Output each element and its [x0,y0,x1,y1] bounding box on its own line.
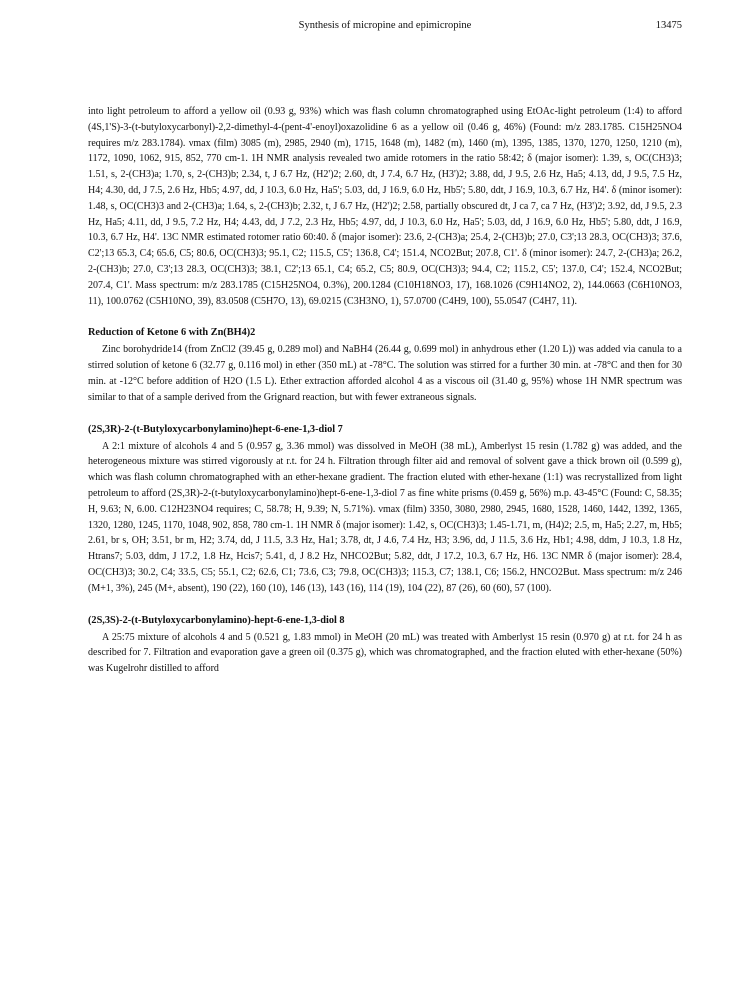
paragraph-reduction: Zinc borohydride14 (from ZnCl2 (39.45 g, 0.289 mol) and NaBH4 (26.44 g, 0.699 mol) in anhydrous ether (1.20 L)) was added via canula to a stirred solution of ketone 6 (32.77 g, 0.116 mol) in ether (350 mL) at -78°C. The solution was stirred for a further 30 min. at -78°C and then for 30 min. at -12°C before addition of H2O (1.5 L). Ether extraction afforded alcohol 4 as a viscous oil (31.40 g, 95%) whose 1H NMR spectrum was similar to that of a sample derived from the Grignard reaction, but with fewer extraneous signals. [88,344,682,403]
running-title: Synthesis of micropine and epimicropine [298,20,472,31]
paragraph-diol-8: A 25:75 mixture of alcohols 4 and 5 (0.521 g, 1.83 mmol) in MeOH (20 mL) was treated with Amberlyst 15 resin (0.970 g) at r.t. for 24 h as described for 7. Filtration and evaporation gave a green oil (0.375 g), which was chromatographed, and the fraction eluted with ether-hexane (50%) was Kugelrohr distilled to afford [88,631,682,675]
article-body [88,104,682,677]
paragraph-diol-7: A 2:1 mixture of alcohols 4 and 5 (0.957 g, 3.36 mmol) was dissolved in MeOH (38 mL), Amberlyst 15 resin (1.782 g) was added, and the heterogeneous mixture was stirred vigorously at r.t. for 24 h. Filtration through filter aid and removal of solvent gave a thick brown oil (0.599 g), which was flash column chromatographed with an ether-hexane gradient. The fraction eluted with ether-hexane (1:1) was recrystallized from light petroleum to afford (2S,3R)-2-(t-butyloxycarbonylamino)hept-6-ene-1,3-diol 7 as fine white prisms (0.459 g, 56%) m.p. 43-45°C (Found: C, 58.35; H, 9.63; N, 6.00. C12H23NO4 requires; C, 58.78; H, 9.39; N, 5.71%). νmax (film) 3350, 3080, 2980, 2945, 1680, 1528, 1460, 1442, 1392, 1365, 1320, 1280, 1245, 1170, 1048, 902, 858, 780 cm-1. 1H NMR δ (major isomer): 1.42, s, OC(CH3)3; 1.45-1.71, m, (H4)2; 2.5, m, Ha5; 2.27, m, Hb5; 2.61, br s, OH; 3.51, br m, H2; 3.74, dd, J 11.5, 3.3 Hz, Ha1; 3.78, dt, J 4.6, 7.4 Hz, H3; 3.96, dd, J 11.5, 3.6 Hz, Hb1; 4.98, ddm, J 10.3, 1.8 Hz, Htrans7; 5.03, ddm, J 17.2, 1.8 Hz, Hcis7; 5.41, d, J 8.2 Hz, NHCO2But; 5.82, ddt, J 17.2, 10.3, 6.7 Hz, H6. 13C NMR δ (major isomer): 28.4, OC(CH3)3; 30.2, C4; 33.5, C5; 55.1, C2; 62.6, C1; 73.6, C3; 79.8, OC(CH3)3; 115.3, C7; 138.1, C6; 156.2, HNCO2But. Mass spectrum: m/z 246 (M+1, 3%), 245 (M+, absent), 190 (22), 160 (10), 146 (13), 143 (16), 114 (19), 104 (22), 87 (26), 60 (60), 57 (100). [88,440,682,594]
paragraph-ketone-6-characterization: into light petroleum to afford a yellow oil (0.93 g, 93%) which was flash column chromatographed using EtOAc-light petroleum (1:4) to afford (4S,1'S)-3-(t-butyloxycarbonyl)-2,2-dimethyl-4-(pent-4'-enoyl)oxazolidine 6 as a yellow oil (0.46 g, 46%) (Found: m/z 283.1785. C15H25NO4 requires m/z 283.1784). νmax (film) 3085 (m), 2985, 2940 (m), 1715, 1648 (m), 1482 (m), 1460 (m), 1395, 1385, 1370, 1270, 1250, 1210 (m), 1172, 1090, 1062, 915, 852, 770 cm-1. 1H NMR analysis revealed two amide rotomers in the ratio 58:42; δ (major isomer): 1.39, s, OC(CH3)3; 1.51, s, 2-(CH3)a; 1.70, s, 2-(CH3)b; 2.34, t, J 6.7 Hz, (H2')2; 2.60, dt, J 7.4, 6.7 Hz, (H3')2; 3.88, dd, J 9.5, 2.6 Hz, Ha5; 4.13, dd, J 9.5, 7.5 Hz, H4; 4.30, dd, J 7.5, 2.6 Hz, Hb5; 4.97, dd, J 10.3, 6.0 Hz, Ha5'; 5.03, dd, J 16.9, 6.0 Hz, Hb5'; 5.80, ddt, J 16.9, 10.3, 6.7 Hz, H4'. δ (minor isomer): 1.48, s, OC(CH3)3 and 2-(CH3)a; 1.64, s, 2-(CH3)b; 2.32, t, J 6.7 Hz, (H2')2; 2.58, partially obscured dt, J ca 7, ca 7 Hz, (H3')2; 3.92, dd, J 9.5, 2.3 Hz, Ha5; 4.11, dd, J 9.5, 7.2 Hz, H4; 4.43, dd, J 7.2, 2.3 Hz, Hb5; 4.97, dd, J 10.3, 6.0 Hz, Ha5'; 5.03, dd, J 16.9, 6.0 Hz, Hb5'; 5.80, ddt, J 16.9, 10.3, 6.7 Hz, H4'. 13C NMR estimated rotomer ratio 60:40. δ (major isomer): 23.6, 2-(CH3)a; 25.4, 2-(CH3)b; 27.0, C3';13 28.3, OC(CH3)3; 37.6, C2';13 65.3, C4; 65.6, C5; 80.6, OC(CH3)3; 95.1, C2; 115.5, C5'; 136.8, C4'; 151.4, NCO2But; 207.8, C1'. δ (minor isomer): 24.7, 2-(CH3)a; 26.2, 2-(CH3)b; 27.0, C3';13 28.3, OC(CH3)3; 38.1, C2';13 65.1, C4; 65.2, C5; 80.9, OC(CH3)3; 94.4, C2; 115.2, C5'; 137.0, C4'; 152.4, NCO2But; 207.4, C1'. Mass spectrum: m/z 283.1785 (C15H25NO4, 0.3%), 200.1284 (C10H18NO3, 17), 168.1026 (C9H14NO2, 2), 144.0663 (C6H10NO3, 11), 100.0762 (C5H10NO, 39), 83.0508 (C5H7O, 13), 69.0215 (C3H3NO, 1), 57.0700 (C4H9, 100), 55.0547 (C4H7, 11). [88,106,683,307]
section-heading-reduction: Reduction of Ketone 6 with Zn(BH4)2 [88,327,256,339]
section-heading-diol-8: (2S,3S)-2-(t-Butyloxycarbonylamino)-hept-6-ene-1,3-diol 8 [88,614,345,626]
page-header [88,20,682,36]
section-heading-diol-7: (2S,3R)-2-(t-Butyloxycarbonylamino)hept-6-ene-1,3-diol 7 [88,423,343,435]
page-number: 13475 [655,20,682,31]
